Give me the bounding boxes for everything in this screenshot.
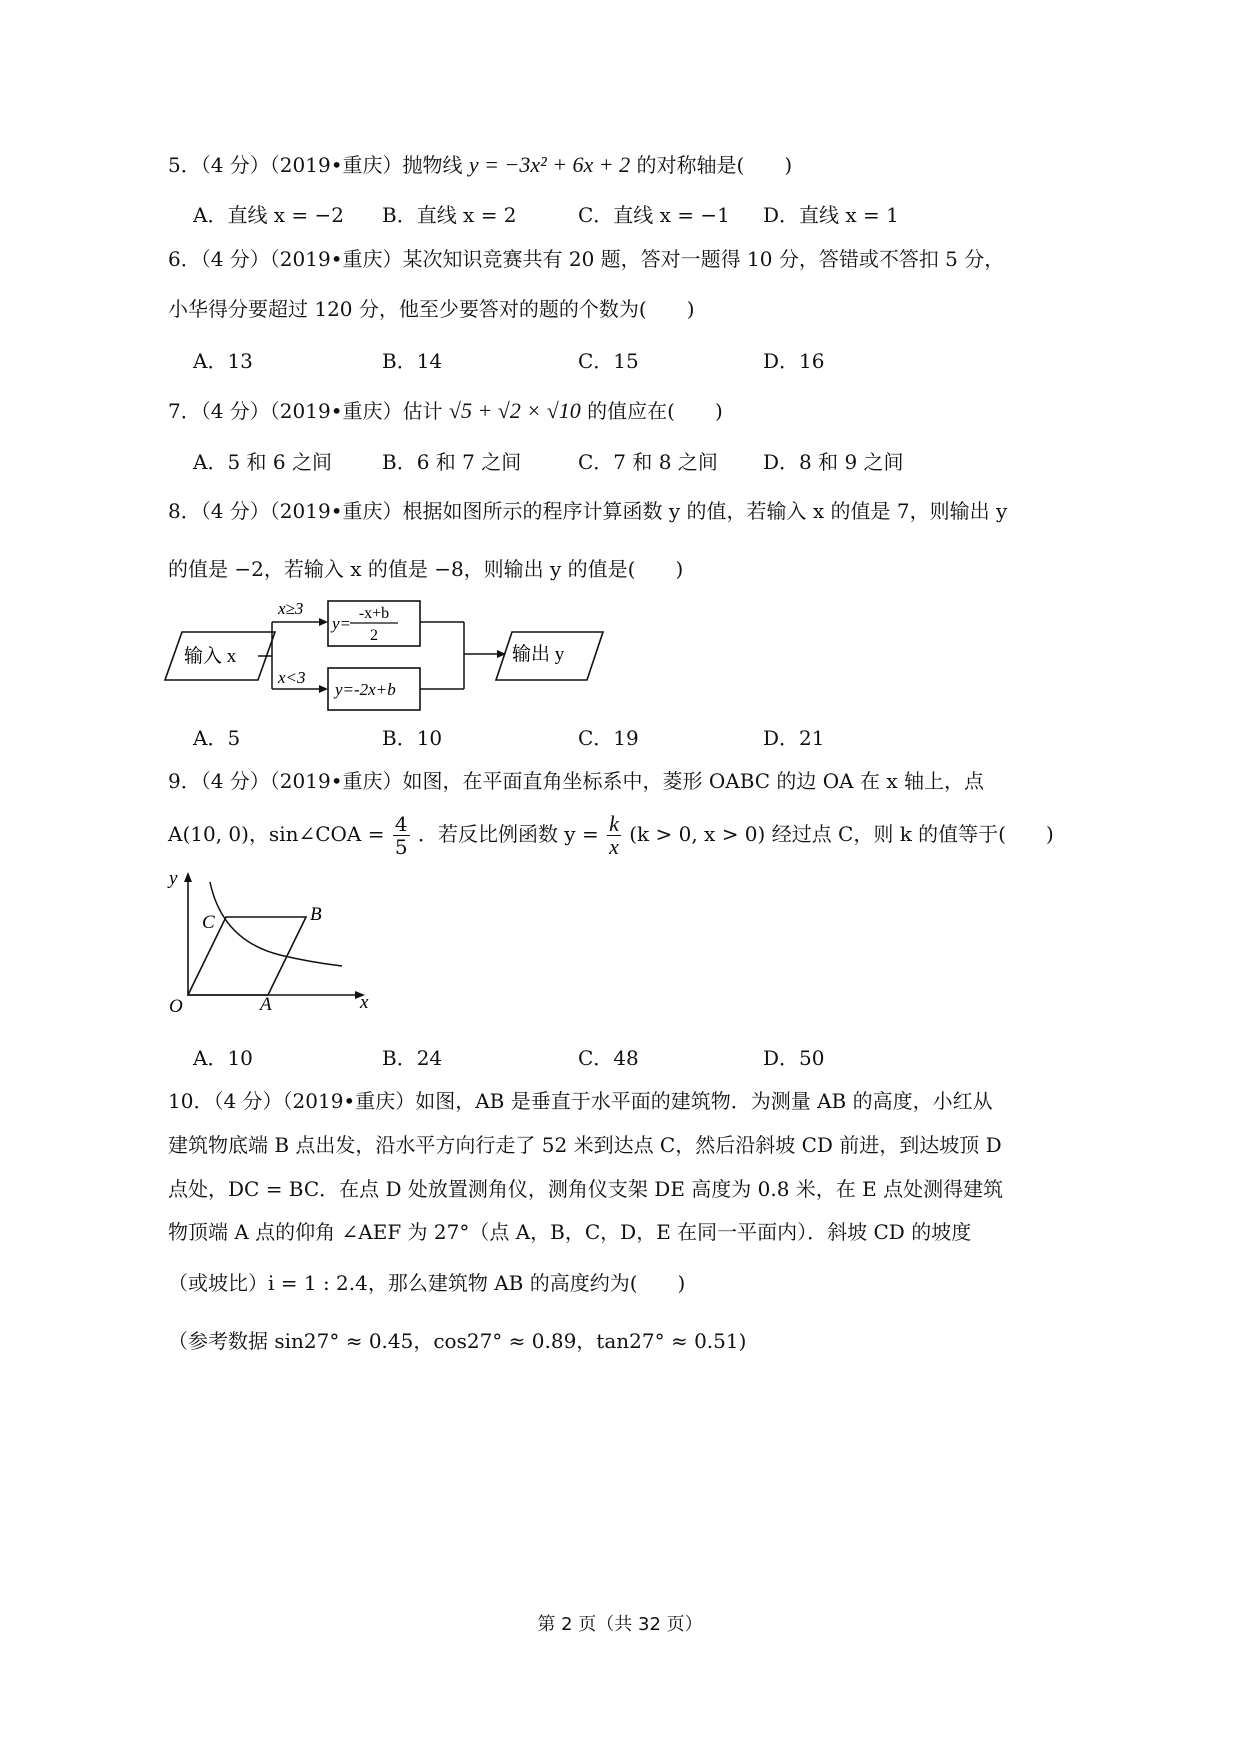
input-label: 输入 x: [184, 646, 237, 667]
q9-line2: A(10, 0)，sin∠COA = $\frac{4}{5}$ ．若反比例函数 y = $\frac{k}{x}$ (k > 0, x > 0) 经过点 C，则 k 的值等于( ): [168, 811, 1054, 859]
q9-option-d: D．50: [763, 1046, 825, 1070]
svg-text:y: y: [169, 868, 178, 889]
q8-line1: 8．（4 分）（2019•重庆）根据如图所示的程序计算函数 y 的值，若输入 x 的值是 7，则输出 y: [168, 499, 1008, 523]
q7-option-c: C．7 和 8 之间: [578, 450, 718, 474]
q9-line1: 9．（4 分）（2019•重庆）如图，在平面直角坐标系中，菱形 OABC 的边 OA 在 x 轴上，点: [168, 769, 984, 793]
q6-line1: 6．（4 分）（2019•重庆）某次知识竞赛共有 20 题，答对一题得 10 分，答错或不答扣 5 分，: [168, 247, 1005, 271]
q5-option-a: A．直线 x = −2: [193, 203, 345, 227]
q10-line1: 10．（4 分）（2019•重庆）如图，AB 是垂直于水平面的建筑物．为测量 AB 的高度，小红从: [168, 1089, 993, 1113]
q9-option-a: A．10: [193, 1046, 253, 1070]
q8-flowchart: [160, 592, 620, 722]
svg-text:y=: y=: [332, 614, 352, 633]
q9-option-c: C．48: [578, 1046, 639, 1070]
q8-option-d: D．21: [763, 726, 825, 750]
svg-text:x: x: [360, 992, 369, 1013]
svg-text:C: C: [202, 912, 215, 933]
q10-reference-data: （参考数据 sin27° ≈ 0.45，cos27° ≈ 0.89，tan27° ≈ 0.51): [168, 1329, 747, 1353]
q7-formula: √5 + √2 × √10: [448, 398, 581, 423]
q5-stem: 5．（4 分）（2019•重庆）抛物线 y = −3x² + 6x + 2 的对称轴是( ): [168, 152, 793, 177]
hyperbola-curve: [210, 882, 342, 966]
q6-option-b: B．14: [382, 349, 443, 373]
q8-option-a: A．5: [193, 726, 241, 750]
q7-option-d: D．8 和 9 之间: [763, 450, 904, 474]
q10-line2: 建筑物底端 B 点出发，沿水平方向行走了 52 米到达点 C，然后沿斜坡 CD 前进，到达坡顶 D: [168, 1133, 1002, 1157]
q9-graph: [160, 860, 380, 1020]
q5-option-b: B．直线 x = 2: [382, 203, 517, 227]
q5-option-d: D．直线 x = 1: [763, 203, 899, 227]
q10-line4: 物顶端 A 点的仰角 ∠AEF 为 27°（点 A，B，C，D，E 在同一平面内）．斜坡 CD 的坡度: [168, 1220, 972, 1244]
q8-line2: 的值是 −2，若输入 x 的值是 −8，则输出 y 的值是( ): [168, 557, 684, 581]
q7-option-b: B．6 和 7 之间: [382, 450, 522, 474]
svg-text:-x+b: -x+b: [358, 605, 390, 622]
svg-text:y=-2x+b: y=-2x+b: [335, 680, 396, 699]
q8-option-b: B．10: [382, 726, 443, 750]
q6-option-d: D．16: [763, 349, 825, 373]
svg-text:A: A: [260, 994, 272, 1015]
svg-text:2: 2: [370, 627, 378, 644]
output-label: 输出 y: [512, 644, 565, 665]
page-footer: 第 2 页（共 32 页）: [537, 1614, 703, 1635]
q6-option-c: C．15: [578, 349, 639, 373]
q9-option-b: B．24: [382, 1046, 443, 1070]
q5-option-c: C．直线 x = −1: [578, 203, 730, 227]
q7-option-a: A．5 和 6 之间: [193, 450, 332, 474]
svg-text:B: B: [310, 904, 322, 925]
q9-fraction-k-x: $\frac{k}{x}$: [609, 811, 619, 859]
cond-bottom: x<3: [278, 668, 306, 687]
cond-top: x≥3: [278, 599, 304, 618]
q6-line2: 小华得分要超过 120 分，他至少要答对的题的个数为( ): [168, 297, 695, 321]
q6-option-a: A．13: [193, 349, 253, 373]
q9-fraction-4-5: $\frac{4}{5}$: [394, 812, 408, 859]
q8-option-c: C．19: [578, 726, 639, 750]
q7-stem: 7．（4 分）（2019•重庆）估计 √5 + √2 × √10 的值应在( ): [168, 398, 723, 423]
q5-formula: y = −3x² + 6x + 2: [468, 152, 631, 177]
svg-text:O: O: [169, 996, 183, 1017]
q10-line5: （或坡比）i = 1 : 2.4，那么建筑物 AB 的高度约为( ): [168, 1271, 686, 1295]
q10-line3: 点处，DC = BC．在点 D 处放置测角仪，测角仪支架 DE 高度为 0.8 米，在 E 点处测得建筑: [168, 1177, 1004, 1201]
